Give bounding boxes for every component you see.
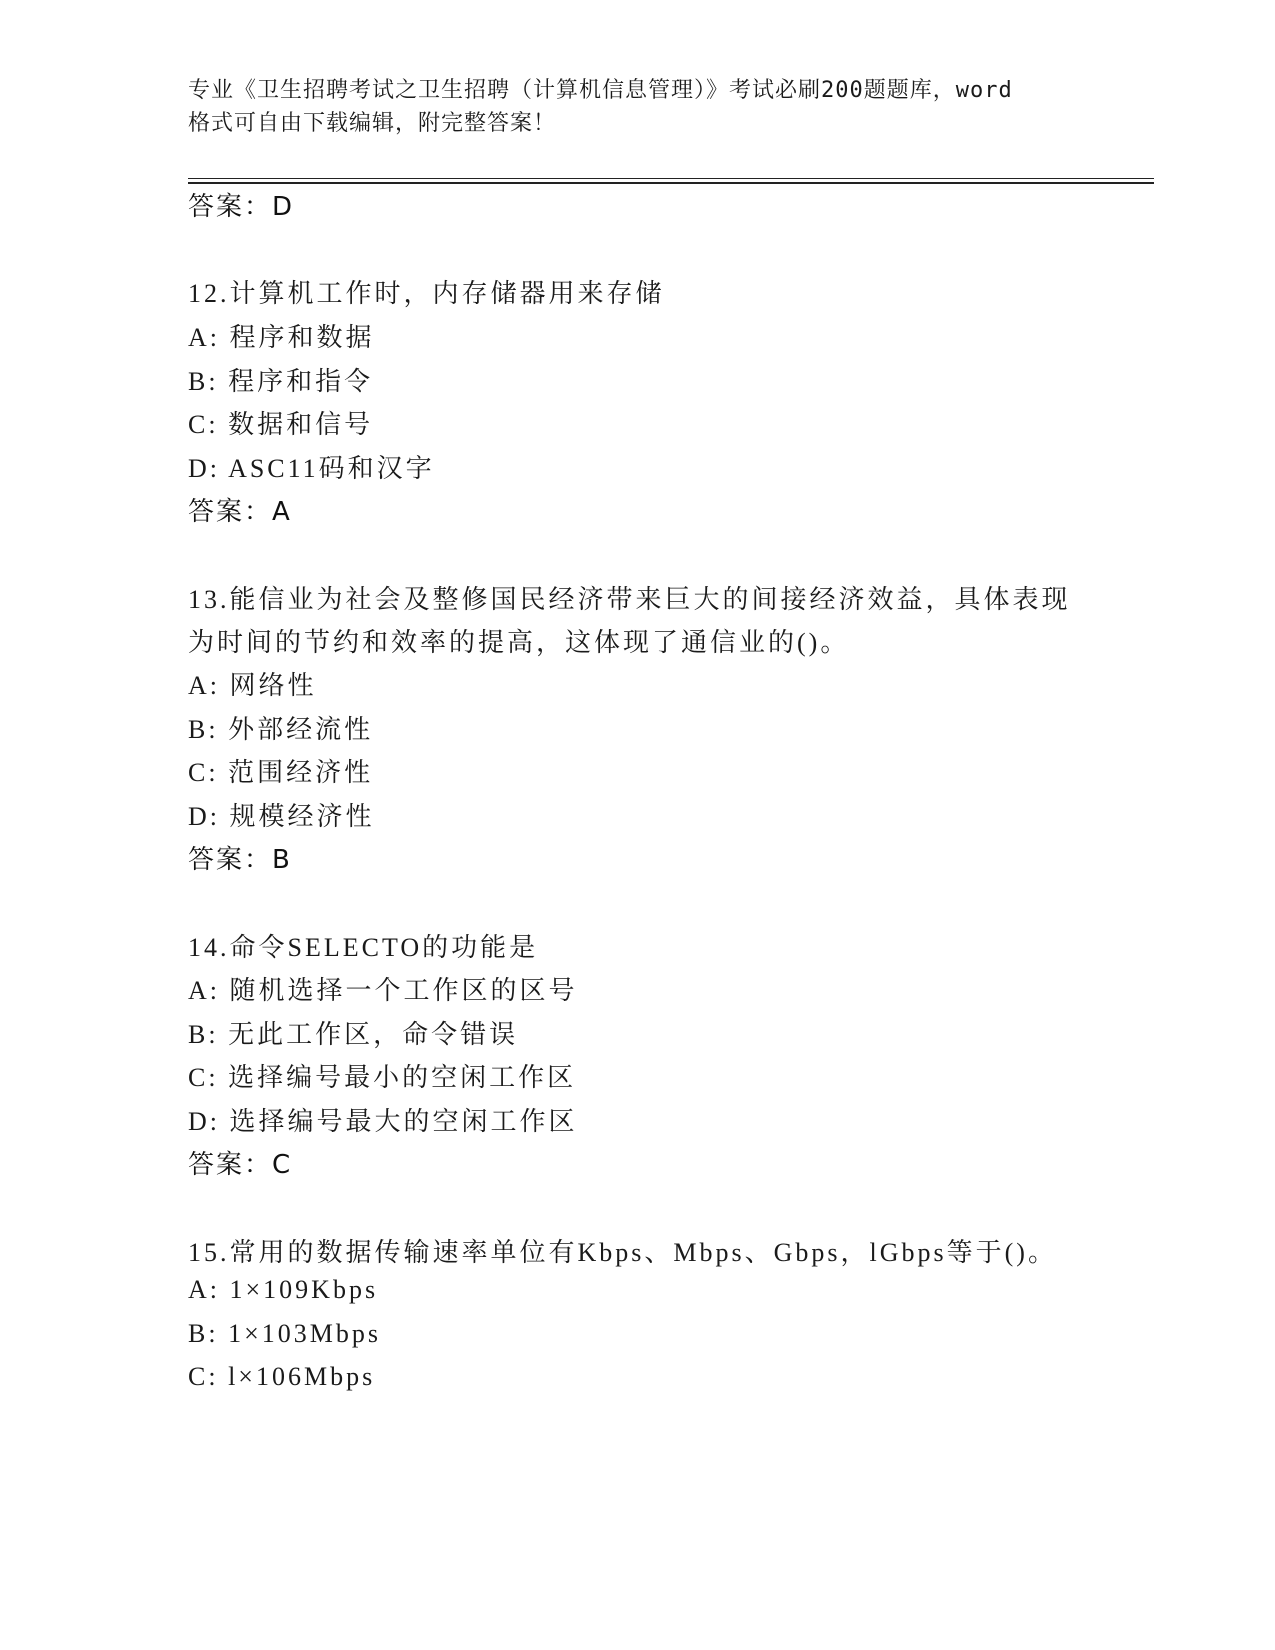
option-a: A: 随机选择一个工作区的区号	[188, 976, 578, 1005]
option-c: C: 范围经济性	[188, 758, 374, 787]
option-d: D: ASC11码和汉字	[188, 454, 435, 483]
header-line-2: 格式可自由下载编辑，附完整答案！	[188, 111, 557, 136]
answer-line: 答案：A	[188, 497, 292, 527]
question-stem: 14.命令SELECTO的功能是	[188, 933, 539, 962]
question-stem: 13.能信业为社会及整修国民经济带来巨大的间接经济效益，具体表现	[188, 585, 1071, 614]
option-d: D: 选择编号最大的空闲工作区	[188, 1107, 578, 1136]
document-header	[188, 74, 1088, 140]
option-c: C: 数据和信号	[188, 410, 374, 439]
question-stem: 15.常用的数据传输速率单位有Kbps、Mbps、Gbps，lGbps等于()。	[188, 1238, 1057, 1267]
option-c: C: l×106Mbps	[188, 1362, 376, 1391]
option-c: C: 选择编号最小的空闲工作区	[188, 1063, 577, 1092]
option-b: B: 程序和指令	[188, 367, 374, 396]
option-a: A: 程序和数据	[188, 323, 375, 352]
header-divider	[188, 178, 1154, 179]
option-b: B: 无此工作区，命令错误	[188, 1020, 519, 1049]
option-a: A: 1×109Kbps	[188, 1275, 379, 1304]
answer-line: 答案：B	[188, 845, 292, 875]
question-stem: 12.计算机工作时，内存储器用来存储	[188, 279, 665, 308]
option-a: A: 网络性	[188, 671, 317, 700]
option-b: B: 1×103Mbps	[188, 1319, 381, 1348]
answer-line: 答案：C	[188, 1150, 293, 1180]
option-d: D: 规模经济性	[188, 802, 375, 831]
answer-line: 答案：D	[188, 192, 295, 222]
question-stem-continued: 为时间的节约和效率的提高，这体现了通信业的()。	[188, 628, 850, 657]
header-divider-thick	[188, 182, 1154, 184]
option-b: B: 外部经流性	[188, 715, 374, 744]
header-line-1: 专业《卫生招聘考试之卫生招聘（计算机信息管理）》考试必刷200题题库，word	[188, 78, 1013, 103]
